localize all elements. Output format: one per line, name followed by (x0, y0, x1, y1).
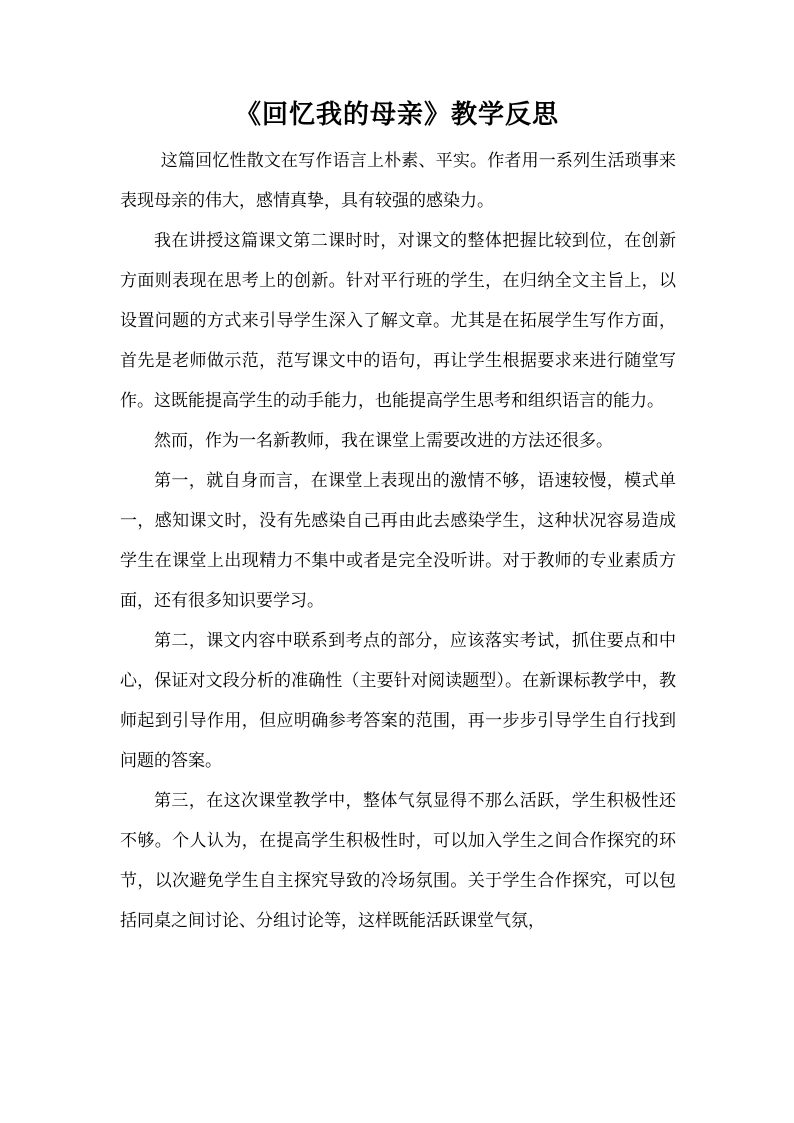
paragraph-point-one: 第一，就自身而言，在课堂上表现出的激情不够，语速较慢，模式单一，感知课文时，没有先感染自己再由此去感染学生，这种状况容易造成学生在课堂上出现精力不集中或者是完全没听讲。对于教师的专业素质方面，还有很多知识要学习。 (120, 471, 676, 611)
document-title: 《回忆我的母亲》教学反思 (234, 100, 559, 130)
document-body (120, 141, 676, 941)
paragraph-point-three: 第三，在这次课堂教学中，整体气氛显得不那么活跃，学生积极性还不够。个人认为，在提高学生积极性时，可以加入学生之间合作探究的环节，以次避免学生自主探究导致的冷场氛围。关于学生合作探究，可以包括同桌之间讨论、分组讨论等，这样既能活跃课堂气氛， (120, 791, 676, 931)
paragraph-intro: 这篇回忆性散文在写作语言上朴素、平实。作者用一系列生活琐事来表现母亲的伟大，感情真挚，具有较强的感染力。 (120, 151, 676, 211)
paragraph-lesson-design: 我在讲授这篇课文第二课时时，对课文的整体把握比较到位，在创新方面则表现在思考上的创新。针对平行班的学生，在归纳全文主旨上，以设置问题的方式来引导学生深入了解文章。尤其是在拓展学生写作方面，首先是老师做示范，范写课文中的语句，再让学生根据要求来进行随堂写作。这既能提高学生的动手能力，也能提高学生思考和组织语言的能力。 (120, 231, 676, 411)
paragraph-point-two: 第二，课文内容中联系到考点的部分，应该落实考试，抓住要点和中心，保证对文段分析的准确性（主要针对阅读题型）。在新课标教学中，教师起到引导作用，但应明确参考答案的范围，再一步步引导学生自行找到问题的答案。 (120, 631, 676, 771)
paragraph-improvement-lead: 然而，作为一名新教师，我在课堂上需要改进的方法还很多。 (154, 431, 613, 451)
